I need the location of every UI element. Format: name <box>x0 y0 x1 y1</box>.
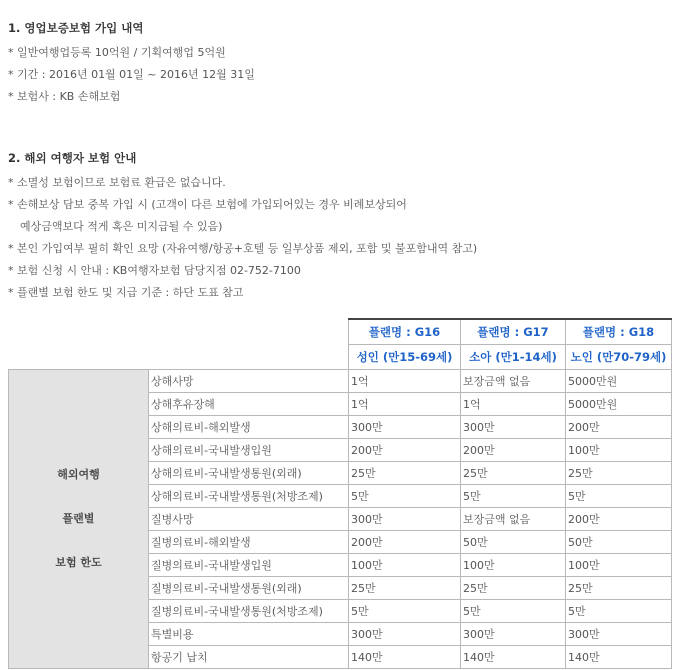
coverage-value-g18: 5000만원 <box>566 370 672 393</box>
info-line: * 플랜별 보험 한도 및 지급 기준 : 하단 도표 참고 <box>8 286 244 299</box>
section-title: 1. 영업보증보험 가입 내역 <box>8 21 144 35</box>
coverage-value-g16: 1억 <box>349 393 461 416</box>
coverage-value-g18: 140만 <box>566 646 672 669</box>
coverage-item-cell: 상해의료비-국내발생통원(외래) <box>149 462 349 485</box>
blank-cell <box>149 319 349 345</box>
coverage-value-g16: 25만 <box>349 577 461 600</box>
age-header-row <box>9 345 672 370</box>
table-row <box>9 370 672 393</box>
coverage-item-cell: 질병의료비-국내발생입원 <box>149 554 349 577</box>
coverage-value-g18: 200만 <box>566 508 672 531</box>
coverage-value-g17: 5만 <box>461 600 566 623</box>
coverage-value-g16: 100만 <box>349 554 461 577</box>
group-label-line: 보험 한도 <box>55 556 102 569</box>
info-line: * 보험 신청 시 안내 : KB여행자보험 담당지점 02-752-7100 <box>8 264 301 277</box>
coverage-value-g16: 200만 <box>349 531 461 554</box>
blank-cell <box>149 345 349 370</box>
coverage-value-g18: 5만 <box>566 485 672 508</box>
coverage-value-g16: 5만 <box>349 600 461 623</box>
coverage-item-cell: 질병의료비-해외발생 <box>149 531 349 554</box>
coverage-value-g17: 50만 <box>461 531 566 554</box>
coverage-value-g16: 200만 <box>349 439 461 462</box>
blank-cell <box>9 319 149 345</box>
coverage-item-cell: 상해의료비-해외발생 <box>149 416 349 439</box>
coverage-value-g18: 200만 <box>566 416 672 439</box>
coverage-value-g18: 5만 <box>566 600 672 623</box>
coverage-value-g16: 1억 <box>349 370 461 393</box>
coverage-value-g17: 5만 <box>461 485 566 508</box>
coverage-value-g18: 100만 <box>566 439 672 462</box>
info-line: * 기간 : 2016년 01월 01일 ~ 2016년 12월 31일 <box>8 68 255 81</box>
group-label-cell <box>9 370 149 669</box>
coverage-value-g17: 300만 <box>461 416 566 439</box>
coverage-value-g16: 300만 <box>349 416 461 439</box>
coverage-item-cell: 질병사망 <box>149 508 349 531</box>
coverage-value-g17: 200만 <box>461 439 566 462</box>
coverage-value-g17: 100만 <box>461 554 566 577</box>
coverage-value-g17: 1억 <box>461 393 566 416</box>
section-deposit-insurance <box>8 20 255 108</box>
section-title: 2. 해외 여행자 보험 안내 <box>8 151 137 165</box>
coverage-item-cell: 질병의료비-국내발생통원(외래) <box>149 577 349 600</box>
coverage-value-g17: 25만 <box>461 462 566 485</box>
age-group-g18: 노인 (만70-79세) <box>566 345 672 370</box>
plan-name-g16: 플랜명 : G16 <box>349 319 461 345</box>
info-line: * 일반여행업등록 10억원 / 기획여행업 5억원 <box>8 46 226 59</box>
age-group-g16: 성인 (만15-69세) <box>349 345 461 370</box>
coverage-value-g17: 25만 <box>461 577 566 600</box>
group-label-line: 해외여행 <box>57 468 100 481</box>
coverage-value-g18: 100만 <box>566 554 672 577</box>
coverage-value-g16: 140만 <box>349 646 461 669</box>
coverage-item-cell: 상해사망 <box>149 370 349 393</box>
coverage-item-cell: 상해의료비-국내발생입원 <box>149 439 349 462</box>
coverage-value-g16: 25만 <box>349 462 461 485</box>
coverage-value-g18: 50만 <box>566 531 672 554</box>
group-label-line: 플랜별 <box>62 512 95 525</box>
coverage-value-g18: 5000만원 <box>566 393 672 416</box>
coverage-item-cell: 상해의료비-국내발생통원(처방조제) <box>149 485 349 508</box>
coverage-item-cell: 질병의료비-국내발생통원(처방조제) <box>149 600 349 623</box>
coverage-table <box>8 318 672 669</box>
plan-name-g17: 플랜명 : G17 <box>461 319 566 345</box>
plan-header-row <box>9 319 672 345</box>
info-line: 예상금액보다 적게 혹은 미지급될 수 있음) <box>20 220 223 233</box>
coverage-value-g16: 300만 <box>349 508 461 531</box>
info-line: * 본인 가입여부 필히 확인 요망 (자유여행/항공+호텔 등 일부상품 제외, 포함 및 불포함내역 참고) <box>8 242 478 255</box>
info-line: * 보험사 : KB 손해보험 <box>8 90 121 103</box>
coverage-table-body <box>9 370 672 669</box>
coverage-value-g17: 보장금액 없음 <box>461 508 566 531</box>
coverage-value-g16: 5만 <box>349 485 461 508</box>
coverage-value-g18: 300만 <box>566 623 672 646</box>
plan-name-g18: 플랜명 : G18 <box>566 319 672 345</box>
coverage-item-cell: 상해후유장해 <box>149 393 349 416</box>
coverage-value-g18: 25만 <box>566 462 672 485</box>
info-line: * 손해보상 담보 중복 가입 시 (고객이 다른 보험에 가입되어있는 경우 비례보상되어 <box>8 198 407 211</box>
blank-cell <box>9 345 149 370</box>
coverage-value-g17: 300만 <box>461 623 566 646</box>
coverage-value-g18: 25만 <box>566 577 672 600</box>
section-travel-insurance <box>8 150 477 304</box>
age-group-g17: 소아 (만1-14세) <box>461 345 566 370</box>
info-line: * 소멸성 보험이므로 보험료 환급은 없습니다. <box>8 176 226 189</box>
coverage-value-g16: 300만 <box>349 623 461 646</box>
coverage-value-g17: 보장금액 없음 <box>461 370 566 393</box>
coverage-item-cell: 항공기 납치 <box>149 646 349 669</box>
coverage-value-g17: 140만 <box>461 646 566 669</box>
coverage-item-cell: 특별비용 <box>149 623 349 646</box>
